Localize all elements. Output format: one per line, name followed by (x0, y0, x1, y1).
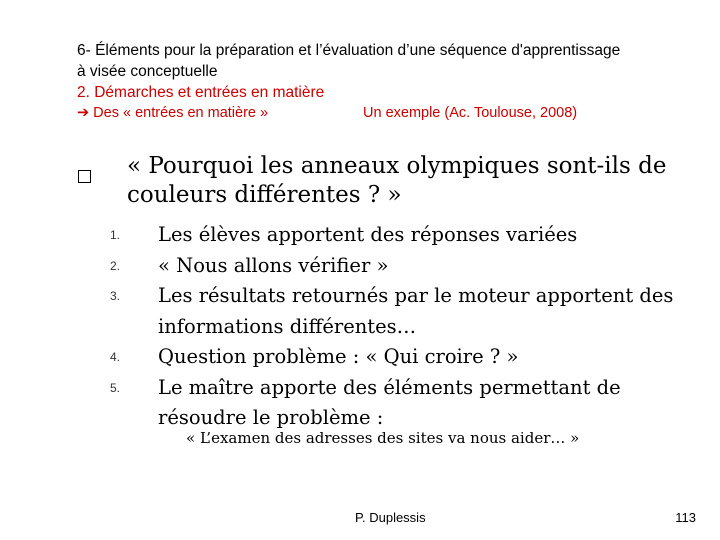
list-item (110, 220, 690, 251)
list-item-number: 5. (110, 380, 121, 395)
list-item (110, 342, 690, 373)
header-subtitle-right: Un exemple (Ac. Toulouse, 2008) (363, 105, 578, 121)
steps-list (110, 220, 690, 434)
list-item (110, 281, 690, 342)
slide-header (77, 40, 707, 124)
main-question: « Pourquoi les anneaux olympiques sont-ils de couleurs différentes ? » (127, 153, 667, 208)
footer-author: P. Duplessis (355, 510, 426, 525)
header-title-line2: à visée conceptuelle (77, 63, 218, 80)
list-item (110, 251, 690, 282)
list-item-text: « Nous allons vérifier » (158, 253, 389, 277)
list-item-text: Le maître apporte des éléments permettant de résoudre le problème : (158, 375, 621, 429)
square-bullet-icon (78, 170, 91, 183)
list-item-number: 4. (110, 350, 121, 364)
list-item-text: Question problème : « Qui croire ? » (158, 345, 519, 368)
header-title-line1: 6- Éléments pour la préparation et l’évaluation d’une séquence d'apprentissage (77, 42, 621, 59)
header-section-title: 2. Démarches et entrées en matière (77, 84, 325, 101)
header-subtitle-left: ➔ Des « entrées en matière » (77, 105, 269, 121)
page-number: 113 (675, 510, 696, 525)
header-subtitle-row (77, 103, 707, 124)
list-item-number: 1. (110, 228, 121, 242)
list-item-number: 3. (110, 289, 121, 303)
list-item-number: 2. (110, 258, 121, 273)
list-item-text: Les élèves apportent des réponses variées (158, 223, 578, 246)
quote-text: « L’examen des adresses des sites va nous aider… » (186, 429, 580, 447)
list-item-text: Les résultats retournés par le moteur apportent des informations différentes… (158, 284, 674, 338)
list-item (110, 373, 690, 434)
